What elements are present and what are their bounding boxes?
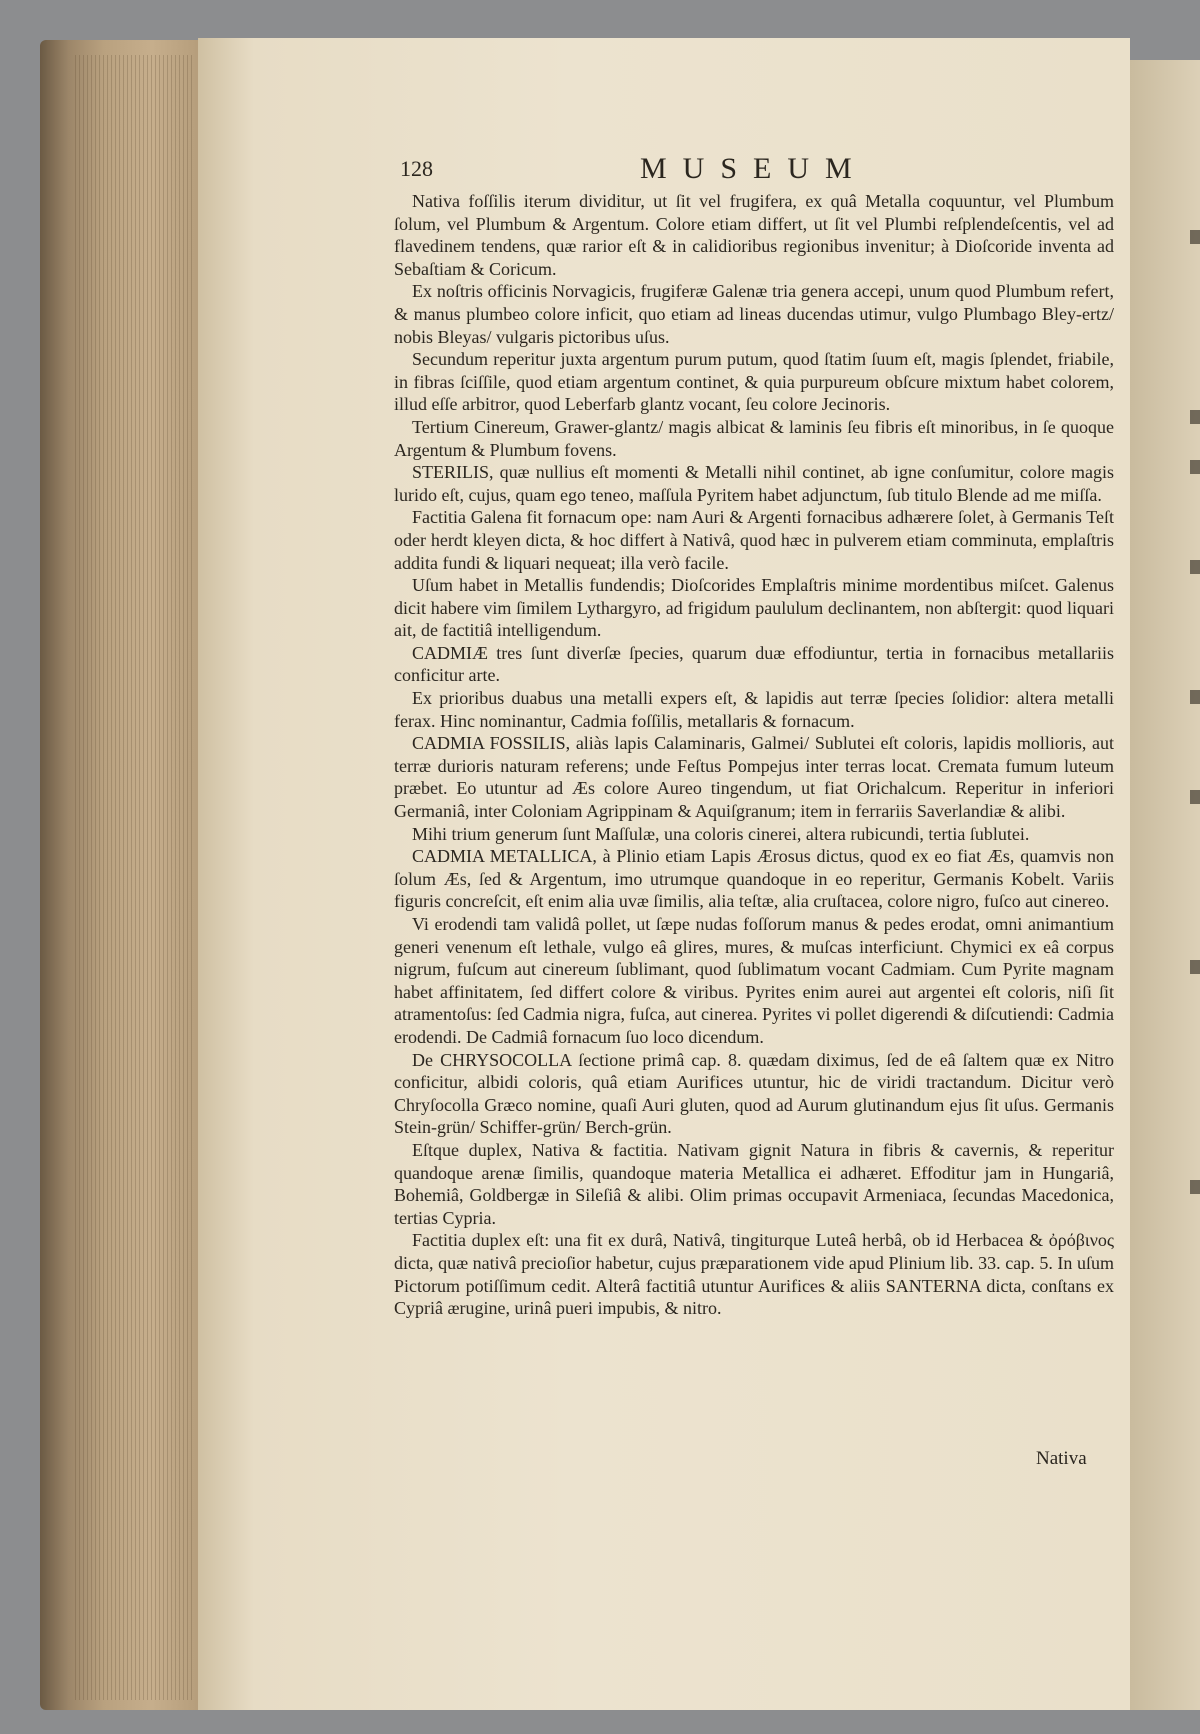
next-page-letter [1190,560,1200,574]
paragraph: Tertium Cinereum, Grawer-glantz/ magis albicat & laminis ſeu fibris eſt minoribus, in ſe quoque Argentum & Plumbum fovens. [394,416,1114,460]
main-text [394,190,1114,1320]
next-page-letter [1190,790,1200,804]
page-number: 128 [400,156,433,181]
catchword: Nativa [1036,1448,1087,1469]
next-page-letter [1190,1180,1200,1194]
paragraph: De CHRYSOCOLLA ſectione primâ cap. 8. quædam diximus, ſed de eâ ſaltem quæ ex Nitro conficitur, albidi coloris, quâ etiam Aurifices utuntur, hic de viridi tractandum. Dicitur verò Chryſocolla Græco nomine, quaſi Auri gluten, quod ad Aurum glutinandum ejus ſit uſus. Germanis Stein-grün/ Schiffer-grün/ Berch-grün. [394,1049,1114,1138]
paragraph: STERILIS, quæ nullius eſt momenti & Metalli nihil continet, ab igne conſumitur, colore magis lurido eſt, cujus, quam ego teneo, maſſula Pyritem habet adjunctum, ſub titulo Blende ad me miſſa. [394,462,1114,505]
page-edges [75,55,193,1700]
paragraph: Factitia duplex eſt: una fit ex durâ, Nativâ, tingiturque Luteâ herbâ, ob id Herbacea & ὀρόβινος dicta, quæ nativâ precioſior habetur, cujus præparationem vide apud Plinium lib. 33. cap. 5. In uſum Pictorum potiſſimum cedit. Alterâ factitiâ utuntur Aurifices & aliis SANTERNA dicta, conſtans ex Cypriâ ærugine, urinâ pueri impubis, & nitro. [394,1230,1114,1319]
next-page-letter [1190,230,1200,244]
next-page-letter [1190,960,1200,974]
paragraph: CADMIA METALLICA, à Plinio etiam Lapis Ærosus dictus, quod ex eo fiat Æs, quamvis non ſolum Æs, ſed & Argentum, imo utrumque quandoque in eo reperitur, Germanis Kobelt. Variis figuris concreſcit, eſt enim alia uvæ ſimilis, alia teſtæ, alia cruſtacea, colore nigro, fuſco aut cinereo. [394,846,1114,912]
paragraph: Uſum habet in Metallis fundendis; Dioſcorides Emplaſtris minime mordentibus miſcet. Galenus dicit habere vim ſimilem Lythargyro, ad frigidum paululum declinantem, non abſtergit: quod liquari ait, de factitiâ intelligendum. [394,575,1114,641]
paragraph: Ex prioribus duabus una metalli expers eſt, & lapidis aut terræ ſpecies ſolidior: altera metalli ferax. Hinc nominantur, Cadmia foſſilis, metallaris & fornacum. [394,688,1114,731]
running-head [400,152,880,192]
next-page-edge [1128,60,1200,1710]
paragraph: CADMIA FOSSILIS, aliàs lapis Calaminaris, Galmei/ Sublutei eſt coloris, lapidis mollioris, aut terræ durioris naturam referens; unde Feſtus Pompejus inter terras locat. Cremata fumum luteum præbet. Eo utuntur ad Æs colore Aureo tingendum, ut fiat Orichalcum. Reperitur in inferiori Germaniâ, inter Coloniam Agrippinam & Aquiſgranum; item in ferrariis Saverlandiæ & alibi. [394,733,1114,822]
paragraph: Factitia Galena fit fornacum ope: nam Auri & Argenti fornacibus adhærere ſolet, à Germanis Teſt oder herdt kleyen dicta, & hoc differt à Nativâ, quod hæc in pulverem etiam comminuta, emplaſtris addita fundi & liquari nequeat; illa verò facile. [394,507,1114,573]
paragraph: Nativa foſſilis iterum dividitur, ut ſit vel frugifera, ex quâ Metalla coquuntur, vel Plumbum ſolum, vel Plumbum & Argentum. Colore etiam differt, ut ſit vel Plumbi reſplendeſcentis, vel ad flavedinem tendens, quæ rarior eſt & in calidioribus regionibus invenitur; à Dioſcoride inventa ad Sebaſtiam & Coricum. [394,191,1114,279]
paragraph: Mihi trium generum ſunt Maſſulæ, una coloris cinerei, altera rubicundi, tertia ſublutei. [412,823,1030,844]
next-page-letter [1190,410,1200,424]
paragraph: Ex noſtris officinis Norvagicis, frugiferæ Galenæ tria genera accepi, unum quod Plumbum refert, & manus plumbeo colore inficit, quo etiam ad lineas ducendas utimur, vulgo Plumbago Bley-ertz/ nobis Bleyas/ vulgaris pictoribus uſus. [394,281,1114,347]
paragraph: Secundum reperitur juxta argentum purum putum, quod ſtatim ſuum eſt, magis ſplendet, friabile, in fibras ſciſſile, quod etiam argentum continet, & quia purpureum obſcure mixtum habet colorem, illud eſſe arbitror, quod Leberfarb glantz vocant, ſeu colore Jecinoris. [394,349,1114,415]
paragraph: Vi erodendi tam validâ pollet, ut ſæpe nudas foſſorum manus & pedes erodat, omni animantium generi venenum eſt lethale, vulgo eâ glires, mures, & muſcas interficiunt. Chymici ex eâ corpus nigrum, fuſcum aut cinereum ſublimant, quod ſublimatum vocant Cadmiam. Cum Pyrite magnam habet affinitatem, ſed differt colore & viribus. Pyrites enim aurei aut argentei eſt coloris, niſi ſit atramentoſus: ſed Cadmia nigra, fuſca, aut cinerea. Pyrites vi pollet digerendi & diſcutiendi: Cadmia erodendi. De Cadmiâ fornacum ſuo loco dicendum. [394,914,1114,1047]
running-title: MUSEUM [640,152,868,185]
next-page-letter [1190,690,1200,704]
paragraph: CADMIÆ tres ſunt diverſæ ſpecies, quarum duæ effodiuntur, tertia in fornacibus metallariis conficitur arte. [394,642,1114,686]
paragraph: Eſtque duplex, Nativa & factitia. Nativam gignit Natura in fibris & cavernis, & reperitur quandoque arenæ ſimilis, quandoque materia Metallica ei adhæret. Effoditur jam in Hungariâ, Bohemiâ, Goldbergæ in Sileſiâ & alibi. Olim primas occupavit Armeniaca, ſecundas Macedonica, tertias Cypria. [394,1139,1114,1228]
next-page-letter [1190,460,1200,474]
